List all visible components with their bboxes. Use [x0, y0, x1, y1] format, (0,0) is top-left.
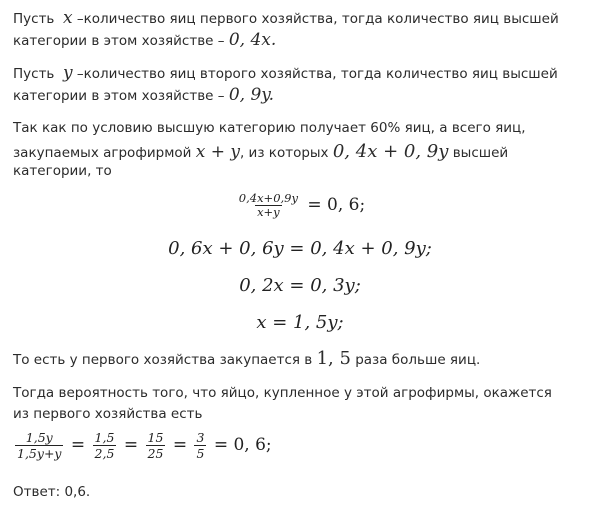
p3-top-category-expression: 0, 4x + 0, 9y: [332, 141, 449, 162]
paragraph-1-line-2: [13, 30, 276, 50]
equation-1: [0, 192, 600, 219]
paragraph-3-line-1: Так как по условию высшую категорию получает 60% яиц, а всего яиц,: [13, 120, 526, 136]
equation-5-fraction-4: [194, 430, 206, 461]
paragraph-2-line-1: [13, 63, 558, 83]
equation-5-fraction-1: [15, 430, 63, 461]
p2-expression: 0, 9y.: [228, 85, 275, 105]
answer-text: Ответ: 0,6.: [13, 484, 91, 500]
p2-prefix: Пусть: [13, 66, 55, 82]
p2-line2: категории в этом хозяйстве –: [13, 88, 225, 104]
equation-5-tail: = 0, 6;: [213, 435, 272, 455]
fraction-2-denominator: 2,5: [94, 446, 115, 461]
p1-prefix: Пусть: [13, 11, 55, 27]
equals-sign-2: =: [123, 435, 139, 455]
p4-number: 1, 5: [316, 348, 351, 369]
fraction-2-numerator: 1,5: [94, 430, 115, 445]
p3-line2-suffix: высшей: [452, 145, 509, 161]
equation-2: 0, 6x + 0, 6y = 0, 4x + 0, 9y;: [168, 238, 432, 259]
p1-expression: 0, 4x.: [228, 30, 277, 50]
paragraph-3-line-2: [13, 141, 508, 162]
p3-line2-middle: , из которых: [239, 145, 329, 161]
p1-line2: категории в этом хозяйстве –: [13, 33, 225, 49]
fraction-3-denominator: 25: [147, 446, 164, 461]
fraction-4-numerator: 3: [196, 430, 205, 445]
equals-sign-3: =: [172, 435, 188, 455]
equation-5-fraction-3: [146, 430, 166, 461]
fraction-4-denominator: 5: [196, 446, 205, 461]
equation-3: 0, 2x = 0, 3y;: [239, 275, 361, 296]
p4-suffix: раза больше яиц.: [355, 352, 481, 368]
paragraph-5-line-2: из первого хозяйства есть: [13, 406, 203, 422]
equation-1-denominator: x+y: [257, 205, 280, 219]
paragraph-5-line-1: Тогда вероятность того, что яйцо, купленное у этой агрофирмы, окажется: [13, 385, 552, 401]
equation-5: [13, 430, 272, 461]
equation-4: x = 1, 5y;: [256, 312, 344, 333]
equation-1-fraction: [237, 192, 300, 219]
p1-text: –количество яиц первого хозяйства, тогда количество яиц высшей: [76, 11, 559, 27]
paragraph-3-line-3: категории, то: [13, 163, 112, 179]
fraction-1-denominator: 1,5y+y: [17, 446, 62, 461]
p4-prefix: То есть у первого хозяйства закупается в: [13, 352, 313, 368]
p1-variable: x: [62, 8, 73, 28]
equals-sign-1: =: [70, 435, 86, 455]
paragraph-4: [13, 348, 480, 369]
p2-variable: y: [62, 63, 73, 83]
equation-5-fraction-2: [93, 430, 117, 461]
paragraph-1-line-1: [13, 8, 559, 28]
p3-line2-prefix: закупаемых агрофирмой: [13, 145, 192, 161]
paragraph-2-line-2: [13, 85, 274, 105]
fraction-1-numerator: 1,5y: [25, 430, 53, 445]
p3-sum-expression: x + y: [195, 142, 240, 162]
equation-1-rhs: = 0, 6;: [307, 195, 366, 215]
equation-1-numerator: 0,4x+0,9y: [238, 191, 298, 205]
fraction-3-numerator: 15: [147, 430, 164, 445]
p2-text: –количество яиц второго хозяйства, тогда количество яиц высшей: [76, 66, 558, 82]
